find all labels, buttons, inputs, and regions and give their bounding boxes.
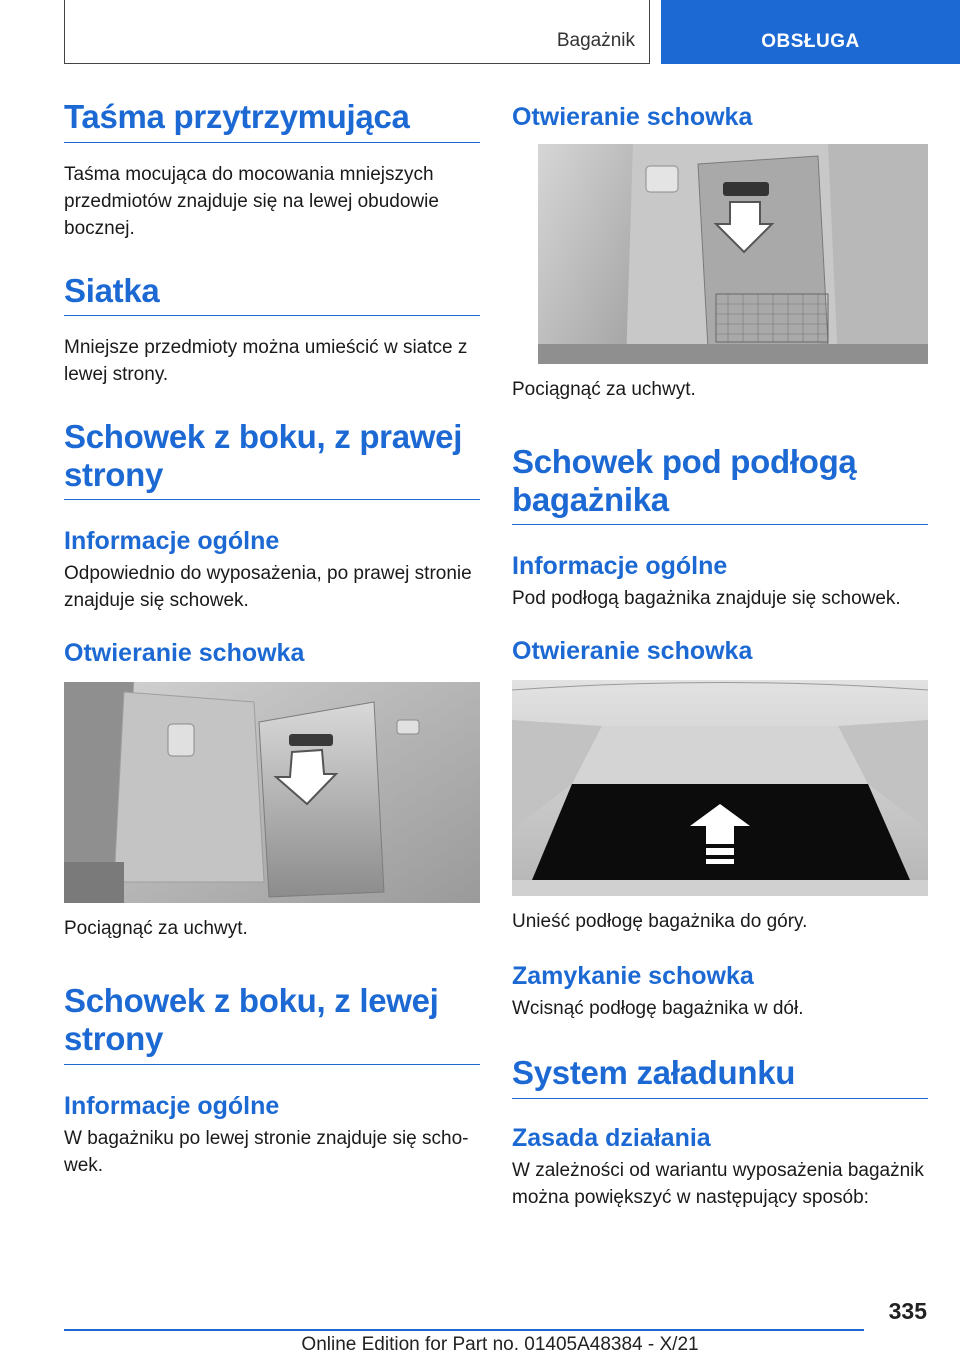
subheading-right-comp-open: Otwieranie schowka [64,639,305,668]
heading-loading-system: System załadunku [512,1054,928,1099]
text-right-comp-general: Odpowiednio do wyposażenia, po prawej stronie znajduje się schowek. [64,563,472,612]
subheading-left-comp-general: Informacje ogólne [64,1091,280,1120]
footer-edition-link[interactable]: Online Edition for Part no. 01405A48384 - X/21 [301,1334,699,1355]
text-loading-principle: W zależności od wariantu wyposażenia bagażnik można powiększyć w następujący sposób: [512,1159,924,1208]
subheading-floor-open: Otwieranie schowka [512,637,753,666]
caption-right-compartment: Pociągnąć za uchwyt. [64,918,248,940]
header-chapter-label: OBSŁUGA [761,31,860,52]
figure-left-compartment [538,144,928,364]
text-net: Mniejsze przedmioty można umieścić w siatce z lewej strony. [64,337,468,386]
footer-divider [64,1329,864,1331]
text-strap: Taśma mocująca do mocowania mniejszych przedmiotów znajduje się na lewej obudowie bocznej. [64,163,439,239]
text-floor-general: Pod podłogą bagażnika znajduje się schowek. [512,588,901,610]
page-header [0,0,960,66]
text-left-comp-general: W bagażniku po lewej stronie znajduje się scho-wek. [64,1127,469,1176]
caption-floor-open: Unieść podłogę bagażnika do góry. [512,911,808,933]
subheading-left-comp-open: Otwieranie schowka [512,103,753,131]
figure-floor-compartment [512,680,928,896]
page-number: 335 [888,1298,927,1324]
heading-floor-compartment: Schowek pod podłogą bagażnika [512,443,928,525]
header-section-box [64,0,650,64]
text-floor-close: Wcisnąć podłogę bagażnika w dół. [512,998,804,1020]
heading-strap: Taśma przytrzymująca [64,98,480,143]
subheading-floor-close: Zamykanie schowka [512,962,754,991]
figure-right-compartment [64,682,480,903]
subheading-right-comp-general: Informacje ogólne [64,527,280,556]
heading-net: Siatka [64,272,480,317]
heading-right-compartment: Schowek z boku, z prawej strony [64,418,480,500]
subheading-loading-principle: Zasada działania [512,1123,711,1152]
header-chapter-tab[interactable] [661,0,960,64]
left-column [64,98,480,1179]
caption-left-compartment: Pociągnąć za uchwyt. [512,379,696,400]
right-column [512,98,928,1211]
header-section-title: Bagażnik [556,30,635,51]
heading-left-compartment: Schowek z boku, z lewej strony [64,982,480,1064]
subheading-floor-general: Informacje ogólne [512,552,728,581]
